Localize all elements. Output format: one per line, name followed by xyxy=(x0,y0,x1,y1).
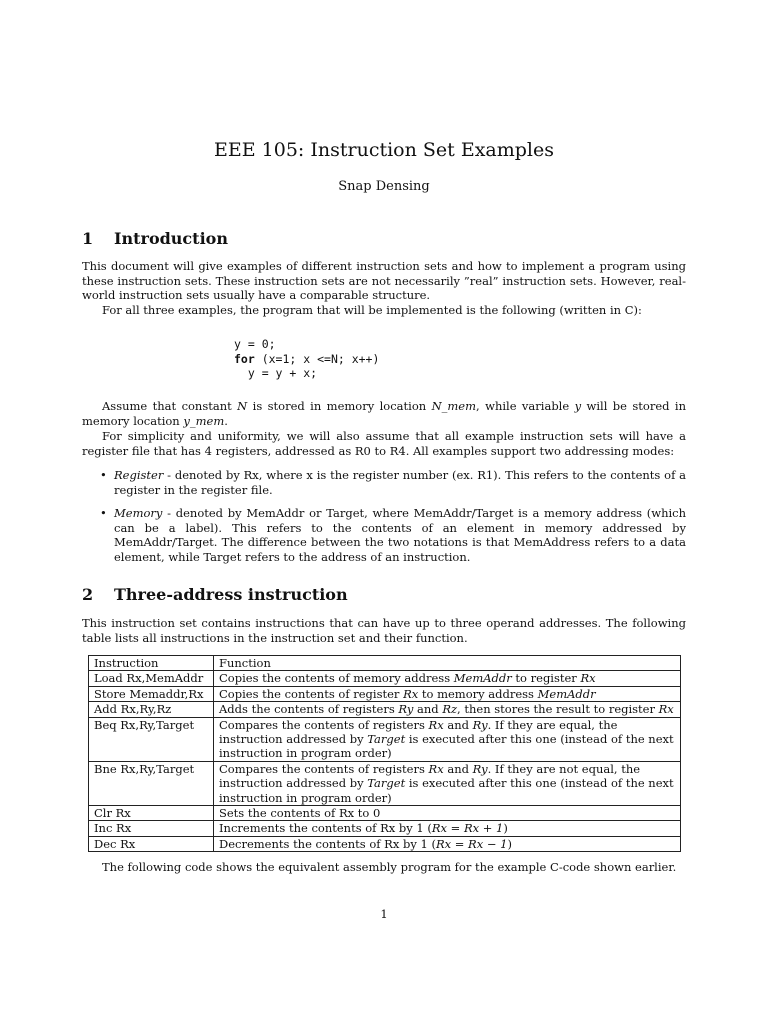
instruction-cell: Clr Rx xyxy=(89,806,214,821)
function-cell xyxy=(214,702,681,717)
instruction-cell: Inc Rx xyxy=(89,821,214,836)
function-cell xyxy=(214,717,681,761)
table-row xyxy=(89,761,681,805)
function-cell xyxy=(214,686,681,701)
assume-text-4: will be stored in memory location xyxy=(82,399,687,428)
assume-var-nmem: N_mem xyxy=(431,399,477,413)
table-header-row xyxy=(89,656,681,671)
table-row xyxy=(89,686,681,701)
section-2-heading xyxy=(82,585,348,604)
function-text: Sets the contents of Rx to 0 xyxy=(219,806,381,821)
function-italic-term: Ry xyxy=(398,702,414,717)
code-line-3: y = y + x; xyxy=(234,366,318,380)
code-line-1: y = 0; xyxy=(234,337,276,351)
section-2-intro-paragraph xyxy=(82,616,686,645)
function-text: Increments the contents of Rx by 1 ( xyxy=(219,821,432,836)
list-item xyxy=(100,506,686,564)
program-text: For all three examples, the program that will be implemented is the following (written in C): xyxy=(102,303,642,317)
function-italic-term: Rx xyxy=(428,717,444,732)
c-code-block xyxy=(234,337,379,381)
function-italic-term: Ry xyxy=(472,761,488,776)
table-row xyxy=(89,717,681,761)
function-text: Compares the contents of registers xyxy=(219,717,429,732)
function-text: and xyxy=(443,761,473,776)
function-text: to memory address xyxy=(418,686,538,701)
assume-var-y: y xyxy=(574,399,582,413)
function-text: is executed after this one (instead of the next instruction in program order) xyxy=(219,776,674,805)
function-text: to register xyxy=(511,671,581,686)
list-item xyxy=(100,468,686,497)
function-text: and xyxy=(413,702,443,717)
after-table-paragraph xyxy=(82,860,686,875)
function-text: and xyxy=(443,717,473,732)
section-2-intro-text: This instruction set contains instructions that can have up to three operand addresses. The following table lists all instructions in the instruction set and their function. xyxy=(82,616,686,645)
function-italic-term: Rx = Rx + 1 xyxy=(431,821,504,836)
function-text: is executed after this one (instead of the next instruction in program order) xyxy=(219,732,674,761)
code-line-2 xyxy=(234,352,379,367)
function-italic-term: Target xyxy=(367,732,406,747)
function-cell xyxy=(214,836,681,851)
table-row xyxy=(89,836,681,851)
function-italic-term: Target xyxy=(367,776,406,791)
assume-text-1: Assume that constant xyxy=(102,399,238,413)
section-1-title: Introduction xyxy=(114,229,228,248)
intro-paragraph xyxy=(82,259,686,303)
function-text: ) xyxy=(507,836,512,851)
assume-var-ymem: y_mem xyxy=(183,413,225,428)
intro-text: This document will give examples of different instruction sets and how to implement a program using these instruction sets. These instruction sets are not necessarily ”real” instruction sets. However, real-world instruction sets usually have a comparable structure. xyxy=(82,259,686,303)
assume-text-2: is stored in memory location xyxy=(247,399,432,413)
code-keyword-for: for xyxy=(234,351,255,366)
bullet-icon: • xyxy=(100,506,107,521)
instruction-cell: Dec Rx xyxy=(89,836,214,851)
instruction-table xyxy=(88,655,681,852)
instruction-cell: Beq Rx,Ry,Target xyxy=(89,717,214,761)
table-header-function: Function xyxy=(214,656,681,671)
section-1-heading xyxy=(82,229,228,248)
bullet-icon: • xyxy=(100,468,107,482)
function-text: Copies the contents of memory address xyxy=(219,671,454,686)
simplicity-paragraph xyxy=(82,429,686,458)
table-row xyxy=(89,821,681,836)
assume-var-n: N xyxy=(237,399,248,413)
function-text: , then stores the result to register xyxy=(457,702,659,717)
function-cell xyxy=(214,806,681,821)
simplicity-text: For simplicity and uniformity, we will also assume that all example instruction sets will have a register file that has 4 registers, addressed as R0 to R4. All examples support two addressing modes: xyxy=(82,429,686,458)
section-1-number: 1 xyxy=(82,229,94,248)
bullet-text: - denoted by MemAddr or Target, where MemAddr/Target is a memory address (which can be a label). This refers to the contents of an element in memory addressed by MemAddr/Target. The difference between the two notations is that MemAddress refers to a data element, while Target refers to the address of an instruction. xyxy=(114,506,686,564)
page-number: 1 xyxy=(380,907,388,921)
function-cell xyxy=(214,821,681,836)
bullet-term: Register xyxy=(114,468,164,482)
addressing-modes-list xyxy=(100,468,686,574)
function-italic-term: Rx xyxy=(428,761,444,776)
function-text: Copies the contents of register xyxy=(219,686,404,701)
function-text: ) xyxy=(503,821,508,836)
assume-text-3: , while variable xyxy=(476,399,575,413)
code-line-2-rest: (x=1; x <=N; x++) xyxy=(254,351,380,366)
document-author: Snap Densing xyxy=(338,179,430,194)
instruction-cell: Add Rx,Ry,Rz xyxy=(89,702,214,717)
table-row xyxy=(89,671,681,686)
instruction-cell: Load Rx,MemAddr xyxy=(89,671,214,686)
function-italic-term: Ry xyxy=(472,717,488,732)
function-italic-term: Rx xyxy=(580,671,596,686)
instruction-cell: Store Memaddr,Rx xyxy=(89,686,214,701)
document-title: EEE 105: Instruction Set Examples xyxy=(214,139,554,161)
function-italic-term: Rz xyxy=(442,702,458,717)
assume-text-5: . xyxy=(224,413,228,428)
function-cell xyxy=(214,761,681,805)
function-text: Adds the contents of registers xyxy=(219,702,399,717)
bullet-text: - denoted by Rx, where x is the register number (ex. R1). This refers to the contents of a register in the register file. xyxy=(114,468,686,497)
table-row xyxy=(89,702,681,717)
program-paragraph xyxy=(82,303,686,318)
table-row xyxy=(89,806,681,821)
function-italic-term: Rx xyxy=(403,686,419,701)
table-header-instruction: Instruction xyxy=(89,656,214,671)
function-italic-term: MemAddr xyxy=(537,686,596,701)
function-italic-term: Rx = Rx − 1 xyxy=(435,836,508,851)
function-cell xyxy=(214,671,681,686)
function-italic-term: MemAddr xyxy=(453,671,512,686)
after-table-text: The following code shows the equivalent assembly program for the example C-code shown earlier. xyxy=(102,860,677,874)
function-italic-term: Rx xyxy=(658,702,674,717)
instruction-cell: Bne Rx,Ry,Target xyxy=(89,761,214,805)
section-2-title: Three-address instruction xyxy=(114,585,348,604)
bullet-term: Memory xyxy=(114,506,163,521)
function-text: Decrements the contents of Rx by 1 ( xyxy=(219,836,436,851)
assume-paragraph xyxy=(82,399,686,428)
section-2-number: 2 xyxy=(82,585,94,604)
function-text: Compares the contents of registers xyxy=(219,761,429,776)
function-text: . If they are equal, the instruction addressed by xyxy=(219,717,618,747)
function-text: . If they are not equal, the instruction addressed by xyxy=(219,761,641,791)
